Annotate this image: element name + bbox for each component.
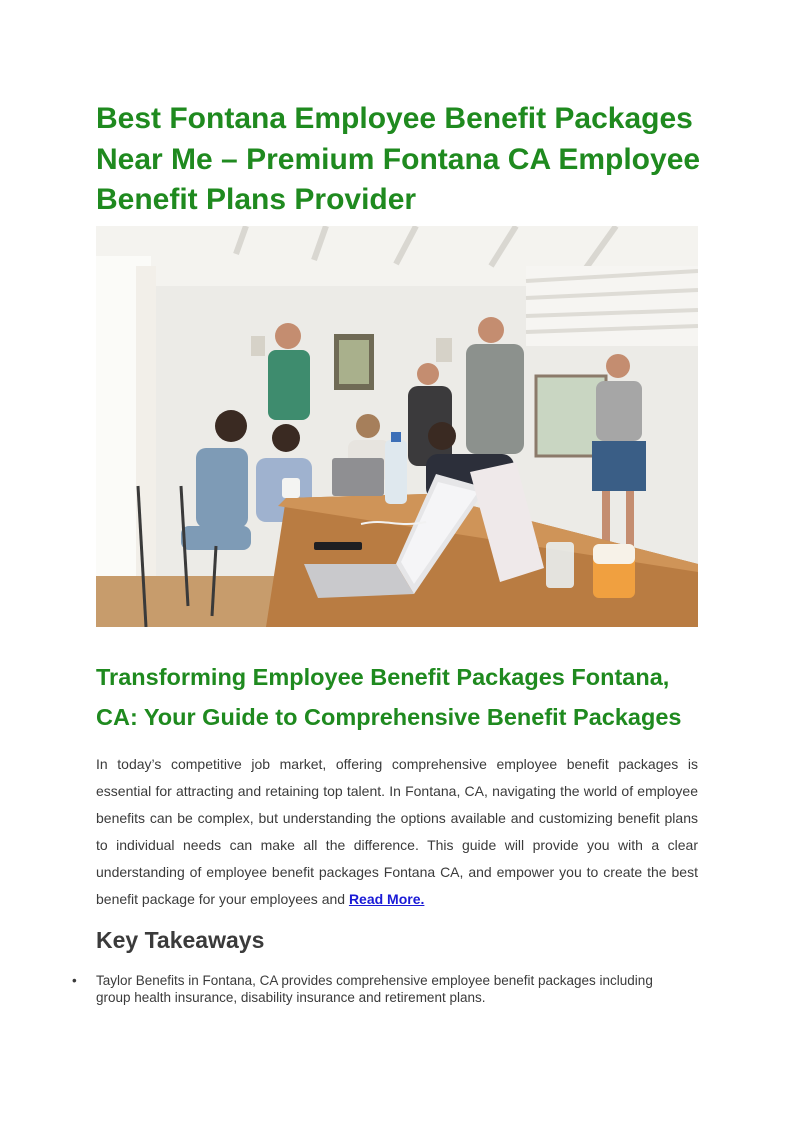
section-heading: Transforming Employee Benefit Packages Fontana, CA: Your Guide to Comprehensive Benefit Packages — [96, 664, 682, 730]
office-team-photo — [96, 226, 698, 627]
key-takeaways-list — [72, 972, 656, 1006]
list-item — [72, 972, 656, 1006]
bullet-icon: • — [72, 973, 77, 988]
page-title: Best Fontana Employee Benefit Packages Near Me – Premium Fontana CA Employee Benefit Plans Provider — [96, 102, 701, 216]
read-more-link[interactable]: Read More. — [348, 891, 425, 907]
list-item-text: Taylor Benefits in Fontana, CA provides comprehensive employee benefit packages including group health insurance, disability insurance and retirement plans. — [96, 973, 653, 1005]
intro-paragraph-text: In today’s competitive job market, offering comprehensive employee benefit packages is essential for attracting and retaining top talent. In Fontana, CA, navigating the world of employee benefits can be complex, but understanding the options available and customizing benefit plans to individual needs can make all the difference. This guide will provide you with a clear understanding of employee benefit packages Fontana CA, and empower you to create the best benefit package for your employees and — [96, 756, 698, 907]
intro-paragraph — [96, 751, 698, 913]
key-takeaways-heading: Key Takeaways — [96, 927, 265, 953]
